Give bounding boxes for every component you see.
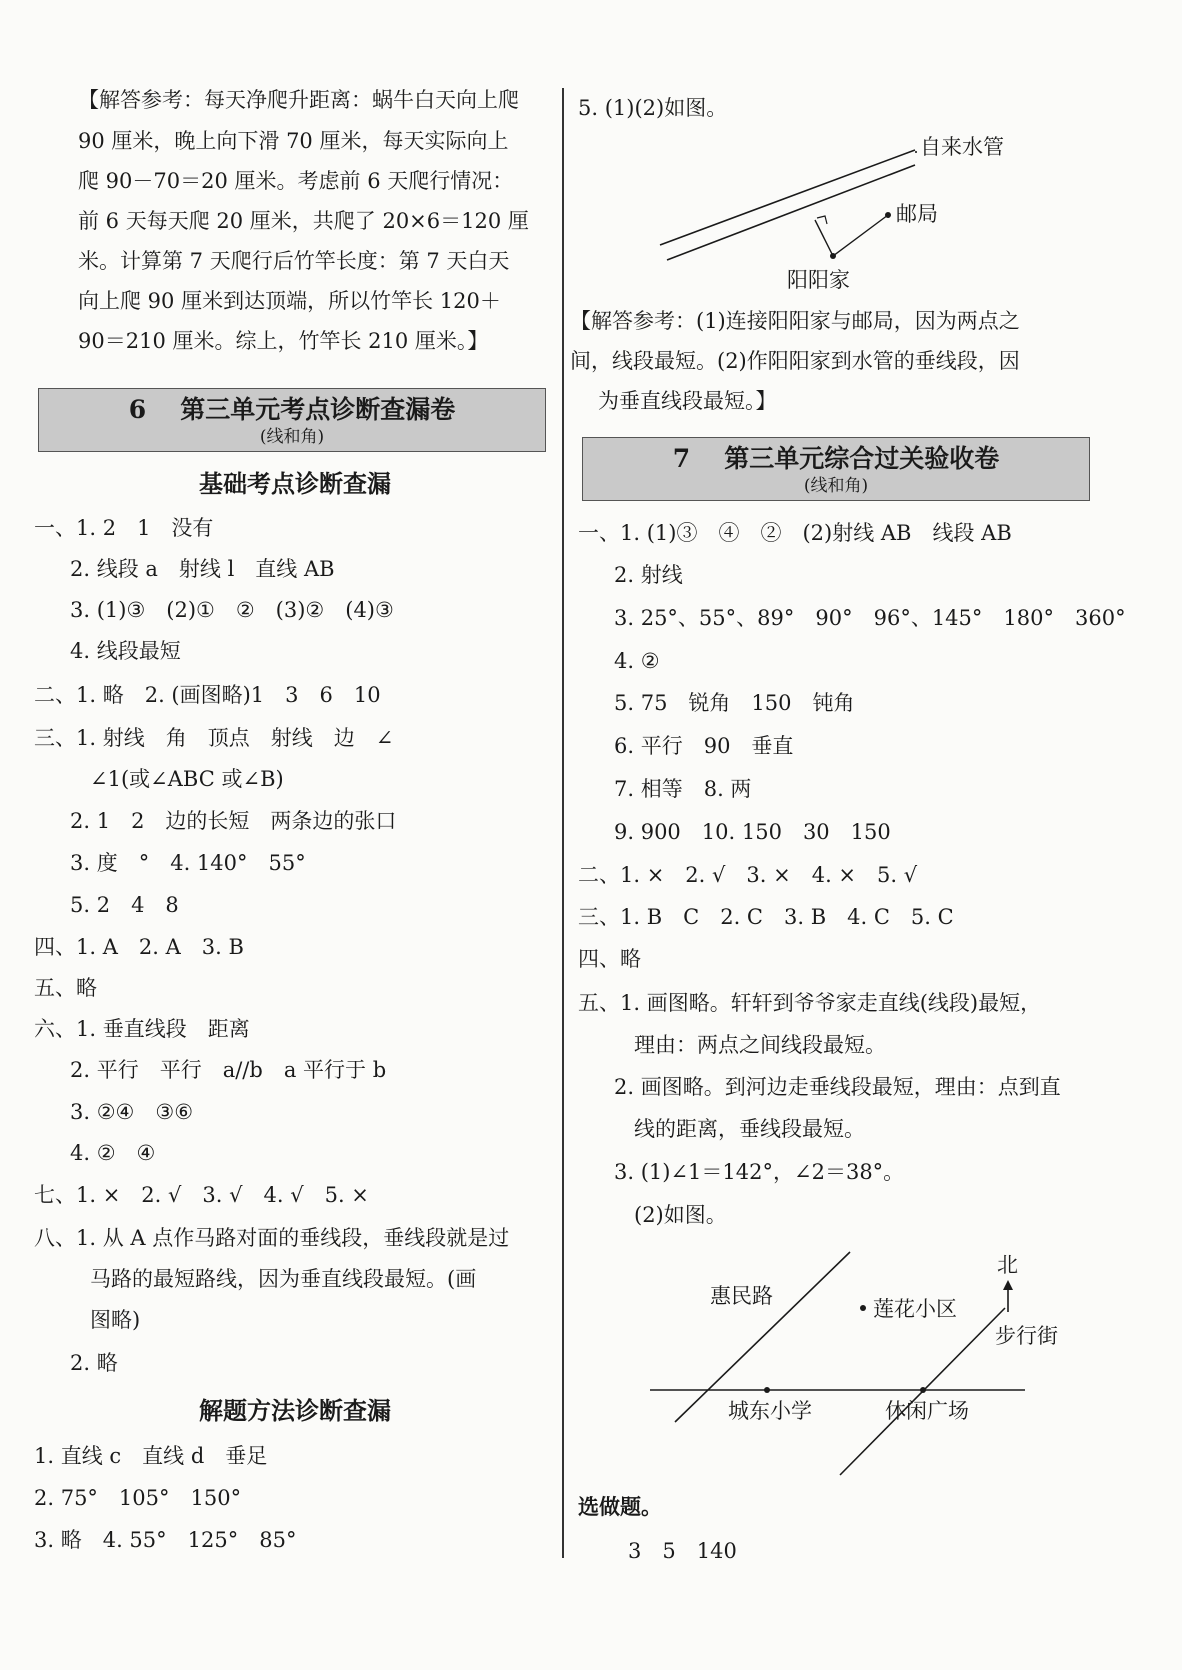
right-angle-mark [817,216,827,224]
unit-7-title: 第三单元综合过关验收卷 [724,444,1000,473]
answer-ref2-line-3: 为垂直线段最短。】 [598,389,777,413]
basic-line-20: 图略) [90,1308,141,1332]
answer-ref-line-1: 【解答参考：每天净爬升距离：蜗牛白天向上爬 [78,88,519,112]
unit7-line-3: 3. 25°、55°、89° 90° 96°、145° 180° 360° [614,606,1126,630]
figure-pipe-post-home [570,130,1182,300]
answer-ref-line-5: 米。计算第 7 天爬行后竹竿长度：第 7 天白天 [78,249,510,273]
pedestrian-street-label: 步行街 [995,1324,1058,1348]
unit7-line-14: 2. 画图略。到河边走垂线段最短，理由：点到直 [614,1075,1061,1099]
north-arrow-head [1003,1280,1013,1290]
basic-line-17: 七、1. × 2. √ 3. √ 4. √ 5. × [34,1183,369,1207]
unit7-line-17: (2)如图。 [634,1203,727,1227]
home-to-post-segment [833,215,888,256]
post-office-label: 邮局 [896,202,938,226]
answer-ref-line-6: 向上爬 90 厘米到达顶端，所以竹竿长 120＋ [78,289,501,313]
answer-ref-line-4: 前 6 天每天爬 20 厘米，共爬了 20×6＝120 厘 [78,209,529,233]
method-line-1: 1. 直线 c 直线 d 垂足 [34,1444,268,1468]
unit7-line-16: 3. (1)∠1＝142°，∠2＝38°。 [614,1160,905,1184]
answer-ref2-line-2: 间，线段最短。(2)作阳阳家到水管的垂线段，因 [570,349,1020,373]
optional-answer: 3 5 140 [628,1539,737,1563]
answer-ref2-line-1: 【解答参考：(1)连接阳阳家与邮局，因为两点之 [570,309,1020,333]
unit-7-number: 7 [672,444,691,473]
water-pipe-label: 自来水管 [920,135,1004,159]
unit7-line-2: 2. 射线 [614,563,683,587]
lianhua-label: 莲花小区 [873,1297,957,1321]
basic-line-10: 5. 2 4 8 [70,893,179,917]
basic-line-16: 4. ② ④ [70,1141,156,1165]
unit7-line-5: 5. 75 锐角 150 钝角 [614,691,855,715]
section-method-title: 解题方法诊断查漏 [199,1396,391,1425]
unit7-line-1: 一、1. (1)③ ④ ② (2)射线 AB 线段 AB [578,521,1012,545]
huimin-road-label: 惠民路 [710,1284,773,1308]
huimin-road-line [675,1252,850,1422]
left-column [0,0,570,1670]
home-point [830,253,836,259]
basic-line-6: 三、1. 射线 角 顶点 射线 边 ∠ [34,726,394,750]
unit7-line-7: 7. 相等 8. 两 [614,777,752,801]
lianhua-point [860,1305,866,1311]
perpendicular-segment [815,220,833,256]
unit7-line-13: 理由：两点之间线段最短。 [634,1033,886,1057]
unit7-line-6: 6. 平行 90 垂直 [614,734,794,758]
unit-6-title: 第三单元考点诊断查漏卷 [180,395,456,424]
column-divider [562,88,564,1558]
basic-line-2: 2. 线段 a 射线 l 直线 AB [70,557,335,581]
answer-ref-line-2: 90 厘米，晚上向下滑 70 厘米，每天实际向上 [78,129,509,153]
basic-line-5: 二、1. 略 2. (画图略)1 3 6 10 [34,683,381,707]
unit7-line-10: 三、1. B C 2. C 3. B 4. C 5. C [578,905,954,929]
pipe-line-upper [660,150,915,245]
section-basic-title: 基础考点诊断查漏 [199,469,391,498]
unit-7-banner [582,437,1090,501]
pipe-line-lower [667,165,915,260]
basic-line-15: 3. ②④ ③⑥ [70,1100,194,1124]
basic-line-8: 2. 1 2 边的长短 两条边的张口 [70,809,397,833]
basic-line-11: 四、1. A 2. A 3. B [34,935,244,959]
unit7-line-9: 二、1. × 2. √ 3. × 4. × 5. √ [578,863,918,887]
unit-7-subtitle: (线和角) [803,476,869,496]
unit-6-banner [38,388,546,452]
answer-ref-line-3: 爬 90－70＝20 厘米。考虑前 6 天爬行情况： [78,169,514,193]
basic-line-3: 3. (1)③ (2)① ② (3)② (4)③ [70,598,394,622]
method-line-3: 3. 略 4. 55° 125° 85° [34,1528,297,1552]
post-office-point [885,212,891,218]
unit-6-number: 6 [128,395,147,424]
basic-line-21: 2. 略 [70,1351,118,1375]
unit-6-subtitle: (线和角) [259,427,325,447]
home-label: 阳阳家 [787,268,850,292]
unit7-line-12: 五、1. 画图略。轩轩到爷爷家走直线(线段)最短， [578,991,1042,1015]
basic-line-4: 4. 线段最短 [70,639,181,663]
optional-title: 选做题。 [578,1494,662,1519]
leisure-square-label: 休闲广场 [885,1399,969,1423]
basic-line-13: 六、1. 垂直线段 距离 [34,1017,250,1041]
unit7-line-8: 9. 900 10. 150 30 150 [614,820,891,844]
chengdong-school-label: 城东小学 [728,1399,812,1423]
basic-line-18: 八、1. 从 A 点作马路对面的垂线段，垂线段就是过 [34,1226,510,1250]
figure-street-map [570,1240,1182,1480]
basic-line-7: ∠1(或∠ABC 或∠B) [90,767,284,791]
north-label: 北 [997,1253,1018,1277]
leisure-square-point [920,1387,926,1393]
unit7-line-4: 4. ② [614,649,660,673]
basic-line-12: 五、略 [34,976,97,1000]
method-line-2: 2. 75° 105° 150° [34,1486,242,1510]
basic-line-9: 3. 度 ° 4. 140° 55° [70,851,306,875]
unit7-line-15: 线的距离，垂线段最短。 [634,1117,865,1141]
basic-line-14: 2. 平行 平行 a//b a 平行于 b [70,1058,387,1082]
unit7-line-11: 四、略 [578,947,641,971]
right-column [570,0,1182,1670]
chengdong-school-point [764,1387,770,1393]
q5-line: 5. (1)(2)如图。 [578,96,728,120]
answer-ref-line-7: 90＝210 厘米。综上，竹竿长 210 厘米。】 [78,329,489,353]
basic-line-19: 马路的最短路线，因为垂直线段最短。(画 [90,1267,477,1291]
basic-line-1: 一、1. 2 1 没有 [34,516,214,540]
